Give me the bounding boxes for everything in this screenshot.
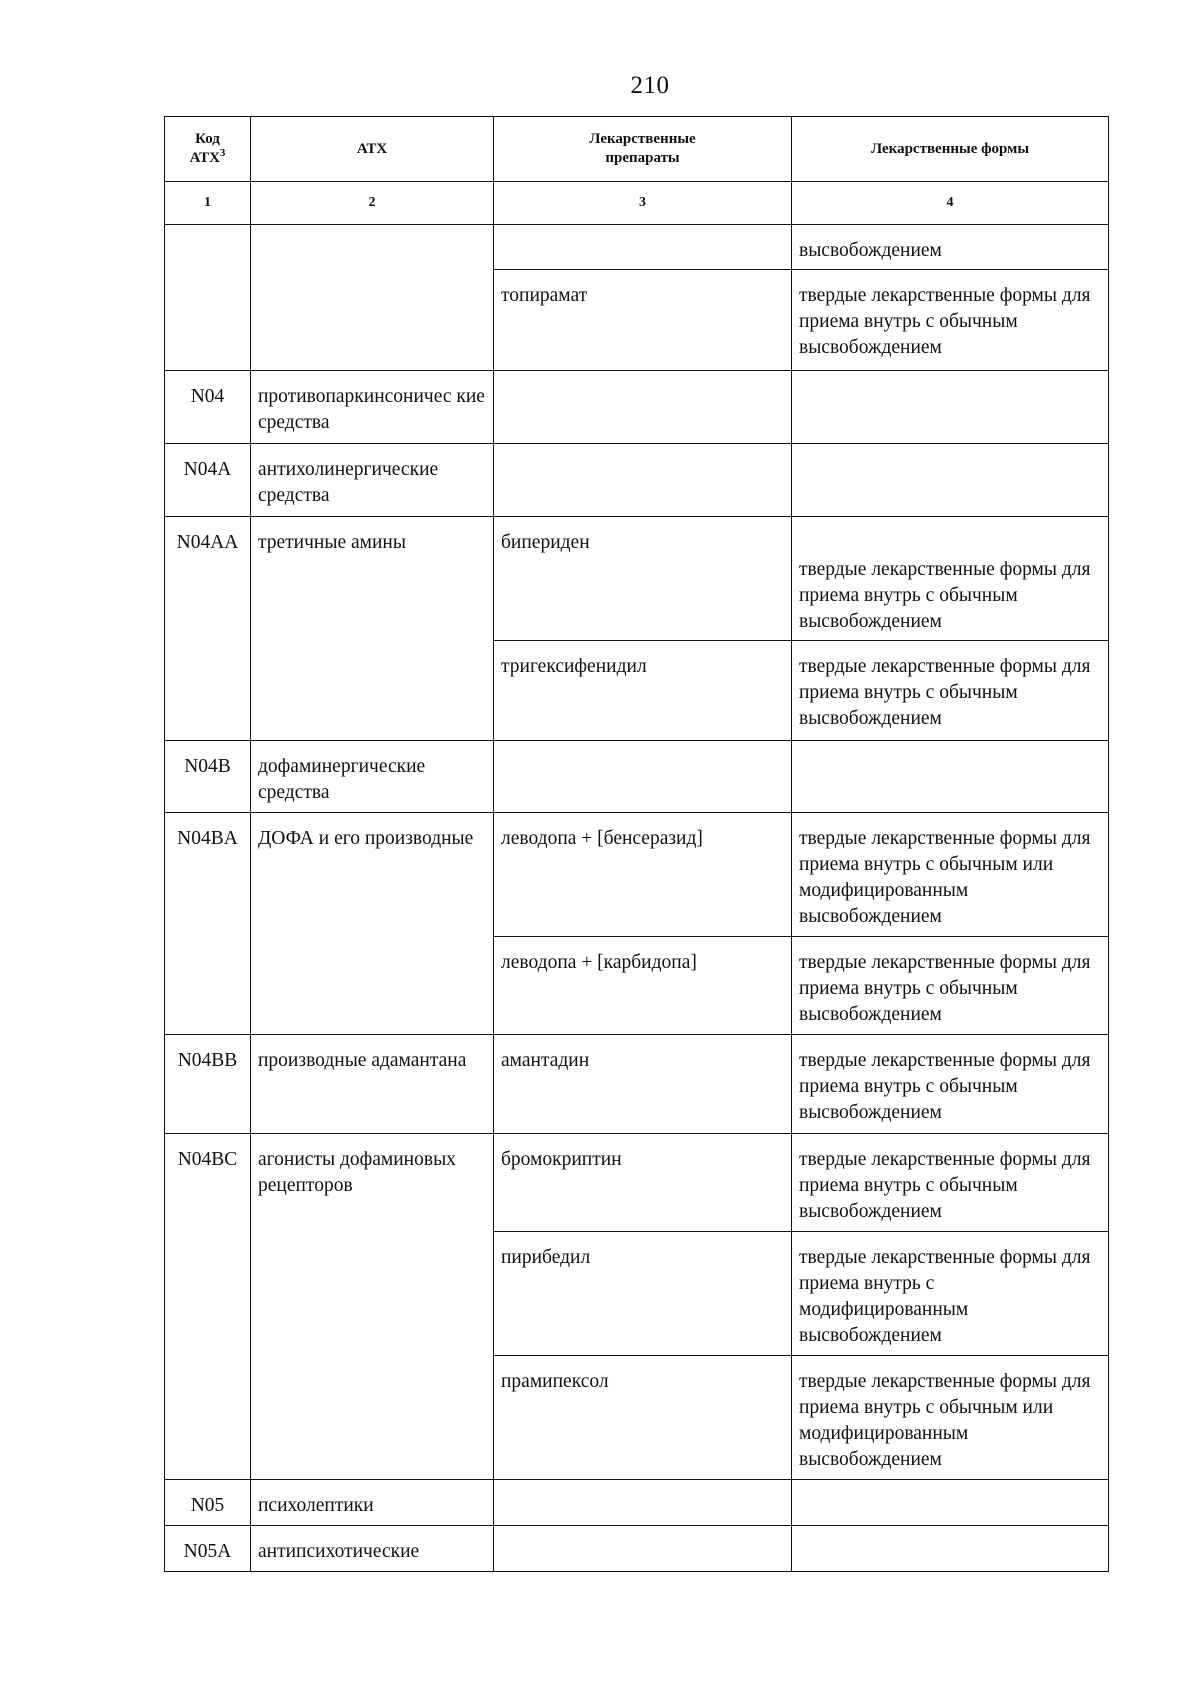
code-cell: N05A xyxy=(165,1526,251,1572)
header-atx: АТХ xyxy=(251,117,494,182)
drug-cell xyxy=(494,1480,792,1526)
code-cell: N04AA xyxy=(165,517,251,741)
table-row xyxy=(165,813,1109,937)
code-cell: N04B xyxy=(165,741,251,813)
drug-cell: тригексифенидил xyxy=(494,641,792,741)
code-cell: N04BC xyxy=(165,1134,251,1480)
column-number-2: 2 xyxy=(251,182,494,225)
drug-cell: амантадин xyxy=(494,1035,792,1134)
page-number: 210 xyxy=(630,72,670,99)
header-drugs-line1: Лекарственные xyxy=(589,131,696,147)
drug-cell xyxy=(494,371,792,444)
table-row xyxy=(165,1035,1109,1134)
form-cell xyxy=(792,1526,1109,1572)
code-cell xyxy=(165,225,251,371)
drug-cell xyxy=(494,444,792,517)
code-cell: N04A xyxy=(165,444,251,517)
header-drugs xyxy=(494,117,792,182)
header-forms: Лекарственные формы xyxy=(792,117,1109,182)
atx-cell: ДОФА и его производные xyxy=(251,813,494,1035)
drug-cell: леводопа + [карбидопа] xyxy=(494,937,792,1035)
drug-cell: бромокриптин xyxy=(494,1134,792,1232)
form-cell: высвобождением xyxy=(792,225,1109,270)
code-cell: N04BB xyxy=(165,1035,251,1134)
drug-cell xyxy=(494,1526,792,1572)
atx-cell: третичные амины xyxy=(251,517,494,741)
atx-cell xyxy=(251,225,494,371)
drug-cell: топирамат xyxy=(494,270,792,371)
atx-cell: психолептики xyxy=(251,1480,494,1526)
code-cell: N05 xyxy=(165,1480,251,1526)
form-cell: твердые лекарственные формы для приема внутрь с обычным или модифицированным высвобождением xyxy=(792,1356,1109,1480)
header-drugs-line2: препараты xyxy=(605,150,680,166)
header-code-footnote: 3 xyxy=(219,147,226,159)
header-code-line2: АТХ xyxy=(189,150,220,166)
table-row xyxy=(165,1134,1109,1232)
table-row xyxy=(165,741,1109,813)
form-cell: твердые лекарственные формы для приема внутрь с обычным высвобождением xyxy=(792,1035,1109,1134)
form-cell: твердые лекарственные формы для приема внутрь с обычным или модифицированным высвобождением xyxy=(792,813,1109,937)
form-cell xyxy=(792,1480,1109,1526)
drug-cell: леводопа + [бенсеразид] xyxy=(494,813,792,937)
form-cell: твердые лекарственные формы для приема внутрь с обычным высвобождением xyxy=(792,1134,1109,1232)
column-number-row xyxy=(165,182,1109,225)
table-row xyxy=(165,517,1109,641)
table-row xyxy=(165,444,1109,517)
drug-cell xyxy=(494,225,792,270)
form-cell xyxy=(792,371,1109,444)
form-cell xyxy=(792,444,1109,517)
form-cell: твердые лекарственные формы для приема внутрь с модифицированным высвобождением xyxy=(792,1232,1109,1356)
header-code-line1: Код xyxy=(195,131,220,147)
atx-cell: противопаркинсоничес кие средства xyxy=(251,371,494,444)
code-cell: N04BA xyxy=(165,813,251,1035)
atx-cell: антипсихотические xyxy=(251,1526,494,1572)
header-row xyxy=(165,117,1109,182)
code-cell: N04 xyxy=(165,371,251,444)
table-row xyxy=(165,1526,1109,1572)
form-cell: твердые лекарственные формы для приема внутрь с обычным высвобождением xyxy=(792,937,1109,1035)
form-cell xyxy=(792,741,1109,813)
atx-cell: производные адамантана xyxy=(251,1035,494,1134)
drug-cell: прамипексол xyxy=(494,1356,792,1480)
drug-cell: пирибедил xyxy=(494,1232,792,1356)
column-number-3: 3 xyxy=(494,182,792,225)
form-cell: твердые лекарственные формы для приема внутрь с обычным высвобождением xyxy=(792,270,1109,371)
table-row xyxy=(165,1480,1109,1526)
header-code-atx xyxy=(165,117,251,182)
table-row xyxy=(165,371,1109,444)
form-cell: твердые лекарственные формы для приема внутрь с обычным высвобождением xyxy=(792,517,1109,641)
atx-cell: агонисты дофаминовых рецепторов xyxy=(251,1134,494,1480)
drug-cell xyxy=(494,741,792,813)
atx-table xyxy=(164,116,1109,1572)
drug-cell: бипериден xyxy=(494,517,792,641)
form-cell: твердые лекарственные формы для приема внутрь с обычным высвобождением xyxy=(792,641,1109,741)
table-row xyxy=(165,225,1109,270)
atx-cell: дофаминергические средства xyxy=(251,741,494,813)
column-number-4: 4 xyxy=(792,182,1109,225)
atx-cell: антихолинергические средства xyxy=(251,444,494,517)
column-number-1: 1 xyxy=(165,182,251,225)
